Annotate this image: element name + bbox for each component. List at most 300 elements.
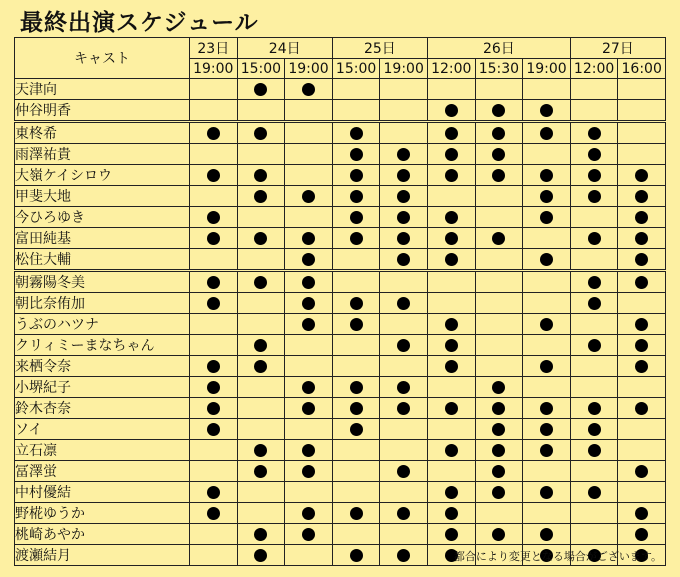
schedule-cell xyxy=(523,461,571,482)
schedule-cell xyxy=(285,335,333,356)
schedule-cell xyxy=(475,228,523,249)
cast-name: 鈴木杏奈 xyxy=(15,398,190,419)
appearance-dot-icon xyxy=(540,423,553,436)
cast-name: 朝霧陽冬美 xyxy=(15,271,190,293)
appearance-dot-icon xyxy=(207,507,220,520)
schedule-cell xyxy=(380,314,428,335)
schedule-cell xyxy=(570,398,618,419)
cast-row xyxy=(15,293,666,314)
schedule-cell xyxy=(475,122,523,144)
appearance-dot-icon xyxy=(445,211,458,224)
schedule-cell xyxy=(428,186,476,207)
schedule-cell xyxy=(618,186,666,207)
schedule-cell xyxy=(428,503,476,524)
time-header: 19:00 xyxy=(523,59,571,79)
schedule-cell xyxy=(618,482,666,503)
schedule-cell xyxy=(380,398,428,419)
schedule-cell xyxy=(618,419,666,440)
schedule-cell xyxy=(570,228,618,249)
appearance-dot-icon xyxy=(397,507,410,520)
schedule-cell xyxy=(618,461,666,482)
schedule-cell xyxy=(523,100,571,122)
schedule-cell xyxy=(285,482,333,503)
schedule-cell xyxy=(237,440,285,461)
schedule-cell xyxy=(428,165,476,186)
cast-row xyxy=(15,314,666,335)
schedule-cell xyxy=(570,482,618,503)
schedule-cell xyxy=(523,165,571,186)
schedule-cell xyxy=(523,122,571,144)
schedule-cell xyxy=(237,314,285,335)
schedule-cell xyxy=(190,398,238,419)
schedule-cell xyxy=(380,144,428,165)
schedule-cell xyxy=(475,165,523,186)
schedule-cell xyxy=(570,249,618,271)
appearance-dot-icon xyxy=(207,127,220,140)
schedule-cell xyxy=(332,122,380,144)
cast-row xyxy=(15,271,666,293)
appearance-dot-icon xyxy=(540,486,553,499)
schedule-cell xyxy=(523,524,571,545)
cast-row xyxy=(15,186,666,207)
schedule-cell xyxy=(237,186,285,207)
schedule-cell xyxy=(332,293,380,314)
schedule-cell xyxy=(332,461,380,482)
appearance-dot-icon xyxy=(588,232,601,245)
page-title: 最終出演スケジュール xyxy=(20,10,259,36)
appearance-dot-icon xyxy=(445,507,458,520)
schedule-cell xyxy=(237,377,285,398)
time-header: 15:30 xyxy=(475,59,523,79)
date-header: 25日 xyxy=(332,38,427,59)
schedule-cell xyxy=(190,545,238,566)
appearance-dot-icon xyxy=(254,465,267,478)
appearance-dot-icon xyxy=(540,402,553,415)
appearance-dot-icon xyxy=(540,211,553,224)
schedule-cell xyxy=(285,356,333,377)
appearance-dot-icon xyxy=(350,190,363,203)
cast-row xyxy=(15,419,666,440)
cast-name: 東柊希 xyxy=(15,122,190,144)
appearance-dot-icon xyxy=(445,360,458,373)
schedule-cell xyxy=(618,165,666,186)
appearance-dot-icon xyxy=(302,297,315,310)
schedule-cell xyxy=(523,293,571,314)
appearance-dot-icon xyxy=(635,318,648,331)
cast-name: 中村優結 xyxy=(15,482,190,503)
cast-row xyxy=(15,377,666,398)
schedule-cell xyxy=(523,207,571,228)
schedule-cell xyxy=(618,398,666,419)
schedule-cell xyxy=(237,398,285,419)
schedule-cell xyxy=(523,271,571,293)
schedule-cell xyxy=(237,482,285,503)
appearance-dot-icon xyxy=(635,528,648,541)
appearance-dot-icon xyxy=(540,190,553,203)
cast-row xyxy=(15,207,666,228)
appearance-dot-icon xyxy=(350,549,363,562)
appearance-dot-icon xyxy=(302,276,315,289)
schedule-cell xyxy=(523,186,571,207)
schedule-cell xyxy=(428,356,476,377)
schedule-cell xyxy=(332,440,380,461)
appearance-dot-icon xyxy=(207,360,220,373)
appearance-dot-icon xyxy=(540,169,553,182)
appearance-dot-icon xyxy=(492,148,505,161)
schedule-cell xyxy=(380,335,428,356)
appearance-dot-icon xyxy=(397,190,410,203)
appearance-dot-icon xyxy=(350,423,363,436)
schedule-cell xyxy=(618,79,666,100)
change-notice: 都合により変更となる場合がございます。 xyxy=(453,550,662,563)
cast-column-header: キャスト xyxy=(15,38,190,79)
schedule-cell xyxy=(380,100,428,122)
schedule-cell xyxy=(190,461,238,482)
appearance-dot-icon xyxy=(635,360,648,373)
appearance-dot-icon xyxy=(302,83,315,96)
appearance-dot-icon xyxy=(445,232,458,245)
appearance-dot-icon xyxy=(540,444,553,457)
appearance-dot-icon xyxy=(207,423,220,436)
schedule-cell xyxy=(285,440,333,461)
schedule-cell xyxy=(475,293,523,314)
schedule-cell xyxy=(285,165,333,186)
appearance-dot-icon xyxy=(492,127,505,140)
cast-name: 富田純基 xyxy=(15,228,190,249)
cast-row xyxy=(15,503,666,524)
date-header: 27日 xyxy=(570,38,665,59)
schedule-cell xyxy=(190,482,238,503)
appearance-dot-icon xyxy=(207,211,220,224)
schedule-cell xyxy=(428,482,476,503)
appearance-dot-icon xyxy=(207,381,220,394)
schedule-cell xyxy=(475,503,523,524)
schedule-cell xyxy=(190,524,238,545)
schedule-cell xyxy=(285,79,333,100)
appearance-dot-icon xyxy=(397,465,410,478)
appearance-dot-icon xyxy=(254,444,267,457)
schedule-cell xyxy=(237,356,285,377)
appearance-dot-icon xyxy=(302,232,315,245)
schedule-cell xyxy=(380,249,428,271)
appearance-dot-icon xyxy=(397,381,410,394)
schedule-cell xyxy=(237,503,285,524)
schedule-cell xyxy=(428,398,476,419)
appearance-dot-icon xyxy=(302,381,315,394)
schedule-cell xyxy=(237,79,285,100)
schedule-cell xyxy=(380,207,428,228)
cast-row xyxy=(15,249,666,271)
appearance-dot-icon xyxy=(254,190,267,203)
schedule-cell xyxy=(380,293,428,314)
schedule-cell xyxy=(428,228,476,249)
schedule-cell xyxy=(190,503,238,524)
schedule-cell xyxy=(332,335,380,356)
schedule-cell xyxy=(428,314,476,335)
appearance-dot-icon xyxy=(397,549,410,562)
appearance-dot-icon xyxy=(635,232,648,245)
schedule-cell xyxy=(190,144,238,165)
schedule-cell xyxy=(237,461,285,482)
appearance-dot-icon xyxy=(302,318,315,331)
cast-name: 小堺紀子 xyxy=(15,377,190,398)
schedule-cell xyxy=(190,122,238,144)
time-header: 19:00 xyxy=(285,59,333,79)
appearance-dot-icon xyxy=(492,232,505,245)
time-header: 12:00 xyxy=(428,59,476,79)
schedule-cell xyxy=(428,524,476,545)
appearance-dot-icon xyxy=(540,104,553,117)
appearance-dot-icon xyxy=(588,339,601,352)
schedule-cell xyxy=(285,144,333,165)
schedule-cell xyxy=(332,398,380,419)
time-header: 16:00 xyxy=(618,59,666,79)
schedule-cell xyxy=(285,398,333,419)
cast-row xyxy=(15,398,666,419)
appearance-dot-icon xyxy=(397,232,410,245)
cast-row xyxy=(15,228,666,249)
schedule-cell xyxy=(570,144,618,165)
cast-name: 桃崎あやか xyxy=(15,524,190,545)
appearance-dot-icon xyxy=(492,169,505,182)
schedule-cell xyxy=(285,271,333,293)
appearance-dot-icon xyxy=(254,127,267,140)
schedule-cell xyxy=(570,356,618,377)
schedule-cell xyxy=(380,440,428,461)
schedule-cell xyxy=(190,165,238,186)
appearance-dot-icon xyxy=(207,486,220,499)
schedule-cell xyxy=(237,335,285,356)
schedule-cell xyxy=(570,100,618,122)
schedule-cell xyxy=(618,144,666,165)
appearance-dot-icon xyxy=(588,423,601,436)
appearance-dot-icon xyxy=(635,402,648,415)
schedule-cell xyxy=(618,377,666,398)
appearance-dot-icon xyxy=(492,423,505,436)
cast-row xyxy=(15,482,666,503)
time-header: 19:00 xyxy=(190,59,238,79)
appearance-dot-icon xyxy=(397,339,410,352)
schedule-cell xyxy=(428,271,476,293)
appearance-dot-icon xyxy=(254,169,267,182)
schedule-cell xyxy=(428,122,476,144)
schedule-cell xyxy=(237,419,285,440)
appearance-dot-icon xyxy=(540,318,553,331)
schedule-cell xyxy=(523,419,571,440)
appearance-dot-icon xyxy=(588,402,601,415)
schedule-cell xyxy=(618,122,666,144)
appearance-dot-icon xyxy=(350,232,363,245)
schedule-cell xyxy=(190,207,238,228)
schedule-table xyxy=(14,37,666,566)
schedule-cell xyxy=(380,79,428,100)
cast-name: 野椛ゆうか xyxy=(15,503,190,524)
schedule-cell xyxy=(618,356,666,377)
schedule-cell xyxy=(523,482,571,503)
appearance-dot-icon xyxy=(254,528,267,541)
schedule-cell xyxy=(285,419,333,440)
schedule-cell xyxy=(428,461,476,482)
schedule-cell xyxy=(237,271,285,293)
schedule-cell xyxy=(190,440,238,461)
schedule-cell xyxy=(523,249,571,271)
appearance-dot-icon xyxy=(350,169,363,182)
schedule-cell xyxy=(190,293,238,314)
appearance-dot-icon xyxy=(635,276,648,289)
cast-name: 来栖令奈 xyxy=(15,356,190,377)
schedule-cell xyxy=(285,100,333,122)
cast-name: 雨澤祐貴 xyxy=(15,144,190,165)
cast-row xyxy=(15,461,666,482)
appearance-dot-icon xyxy=(302,253,315,266)
schedule-cell xyxy=(475,419,523,440)
appearance-dot-icon xyxy=(350,297,363,310)
schedule-cell xyxy=(285,207,333,228)
appearance-dot-icon xyxy=(492,528,505,541)
schedule-cell xyxy=(332,144,380,165)
schedule-cell xyxy=(237,122,285,144)
schedule-cell xyxy=(475,249,523,271)
cast-name: 冨澤蛍 xyxy=(15,461,190,482)
schedule-cell xyxy=(570,440,618,461)
appearance-dot-icon xyxy=(445,339,458,352)
schedule-cell xyxy=(380,122,428,144)
appearance-dot-icon xyxy=(635,253,648,266)
cast-name: 渡瀬結月 xyxy=(15,545,190,566)
appearance-dot-icon xyxy=(445,528,458,541)
time-header: 12:00 xyxy=(570,59,618,79)
appearance-dot-icon xyxy=(492,486,505,499)
schedule-cell xyxy=(285,377,333,398)
schedule-cell xyxy=(285,545,333,566)
appearance-dot-icon xyxy=(397,169,410,182)
cast-name: 天津向 xyxy=(15,79,190,100)
schedule-cell xyxy=(332,165,380,186)
appearance-dot-icon xyxy=(445,486,458,499)
appearance-dot-icon xyxy=(540,253,553,266)
schedule-cell xyxy=(475,377,523,398)
schedule-cell xyxy=(570,335,618,356)
cast-row xyxy=(15,79,666,100)
schedule-cell xyxy=(428,419,476,440)
schedule-cell xyxy=(237,228,285,249)
schedule-cell xyxy=(332,482,380,503)
schedule-cell xyxy=(190,79,238,100)
appearance-dot-icon xyxy=(207,232,220,245)
appearance-dot-icon xyxy=(540,528,553,541)
appearance-dot-icon xyxy=(492,381,505,394)
schedule-cell xyxy=(237,249,285,271)
schedule-cell xyxy=(428,440,476,461)
schedule-cell xyxy=(190,377,238,398)
schedule-cell xyxy=(190,186,238,207)
schedule-cell xyxy=(523,503,571,524)
schedule-cell xyxy=(190,314,238,335)
cast-row xyxy=(15,165,666,186)
schedule-cell xyxy=(428,377,476,398)
date-header-row xyxy=(15,38,666,59)
schedule-cell xyxy=(618,249,666,271)
appearance-dot-icon xyxy=(350,148,363,161)
cast-row xyxy=(15,524,666,545)
schedule-cell xyxy=(523,356,571,377)
appearance-dot-icon xyxy=(254,339,267,352)
schedule-cell xyxy=(380,186,428,207)
schedule-cell xyxy=(428,100,476,122)
cast-name: 大嶺ケイシロウ xyxy=(15,165,190,186)
schedule-cell xyxy=(523,398,571,419)
schedule-cell xyxy=(570,314,618,335)
cast-row xyxy=(15,122,666,144)
appearance-dot-icon xyxy=(588,276,601,289)
schedule-cell xyxy=(475,314,523,335)
schedule-cell xyxy=(570,186,618,207)
schedule-cell xyxy=(618,207,666,228)
appearance-dot-icon xyxy=(254,276,267,289)
schedule-cell xyxy=(523,440,571,461)
appearance-dot-icon xyxy=(635,190,648,203)
schedule-cell xyxy=(618,524,666,545)
date-header: 26日 xyxy=(428,38,571,59)
schedule-cell xyxy=(285,461,333,482)
schedule-cell xyxy=(285,122,333,144)
time-header: 19:00 xyxy=(380,59,428,79)
schedule-cell xyxy=(570,419,618,440)
schedule-cell xyxy=(332,524,380,545)
appearance-dot-icon xyxy=(350,318,363,331)
cast-row xyxy=(15,356,666,377)
schedule-cell xyxy=(285,503,333,524)
appearance-dot-icon xyxy=(635,465,648,478)
date-header: 24日 xyxy=(237,38,332,59)
schedule-cell xyxy=(332,100,380,122)
appearance-dot-icon xyxy=(445,148,458,161)
schedule-cell xyxy=(237,144,285,165)
schedule-cell xyxy=(475,144,523,165)
schedule-cell xyxy=(190,271,238,293)
appearance-dot-icon xyxy=(635,169,648,182)
schedule-cell xyxy=(332,228,380,249)
schedule-cell xyxy=(380,461,428,482)
schedule-cell xyxy=(237,293,285,314)
schedule-cell xyxy=(570,165,618,186)
schedule-cell xyxy=(570,122,618,144)
schedule-cell xyxy=(475,335,523,356)
schedule-cell xyxy=(618,503,666,524)
appearance-dot-icon xyxy=(302,402,315,415)
schedule-cell xyxy=(475,398,523,419)
schedule-cell xyxy=(523,377,571,398)
schedule-cell xyxy=(618,100,666,122)
appearance-dot-icon xyxy=(445,104,458,117)
appearance-dot-icon xyxy=(397,402,410,415)
appearance-dot-icon xyxy=(445,318,458,331)
schedule-cell xyxy=(475,482,523,503)
schedule-cell xyxy=(570,79,618,100)
appearance-dot-icon xyxy=(445,444,458,457)
schedule-cell xyxy=(285,524,333,545)
schedule-cell xyxy=(475,79,523,100)
schedule-cell xyxy=(190,249,238,271)
appearance-dot-icon xyxy=(207,169,220,182)
schedule-cell xyxy=(523,144,571,165)
schedule-cell xyxy=(237,524,285,545)
appearance-dot-icon xyxy=(397,148,410,161)
cast-name: 松住大輔 xyxy=(15,249,190,271)
schedule-cell xyxy=(285,314,333,335)
appearance-dot-icon xyxy=(445,402,458,415)
cast-row xyxy=(15,100,666,122)
